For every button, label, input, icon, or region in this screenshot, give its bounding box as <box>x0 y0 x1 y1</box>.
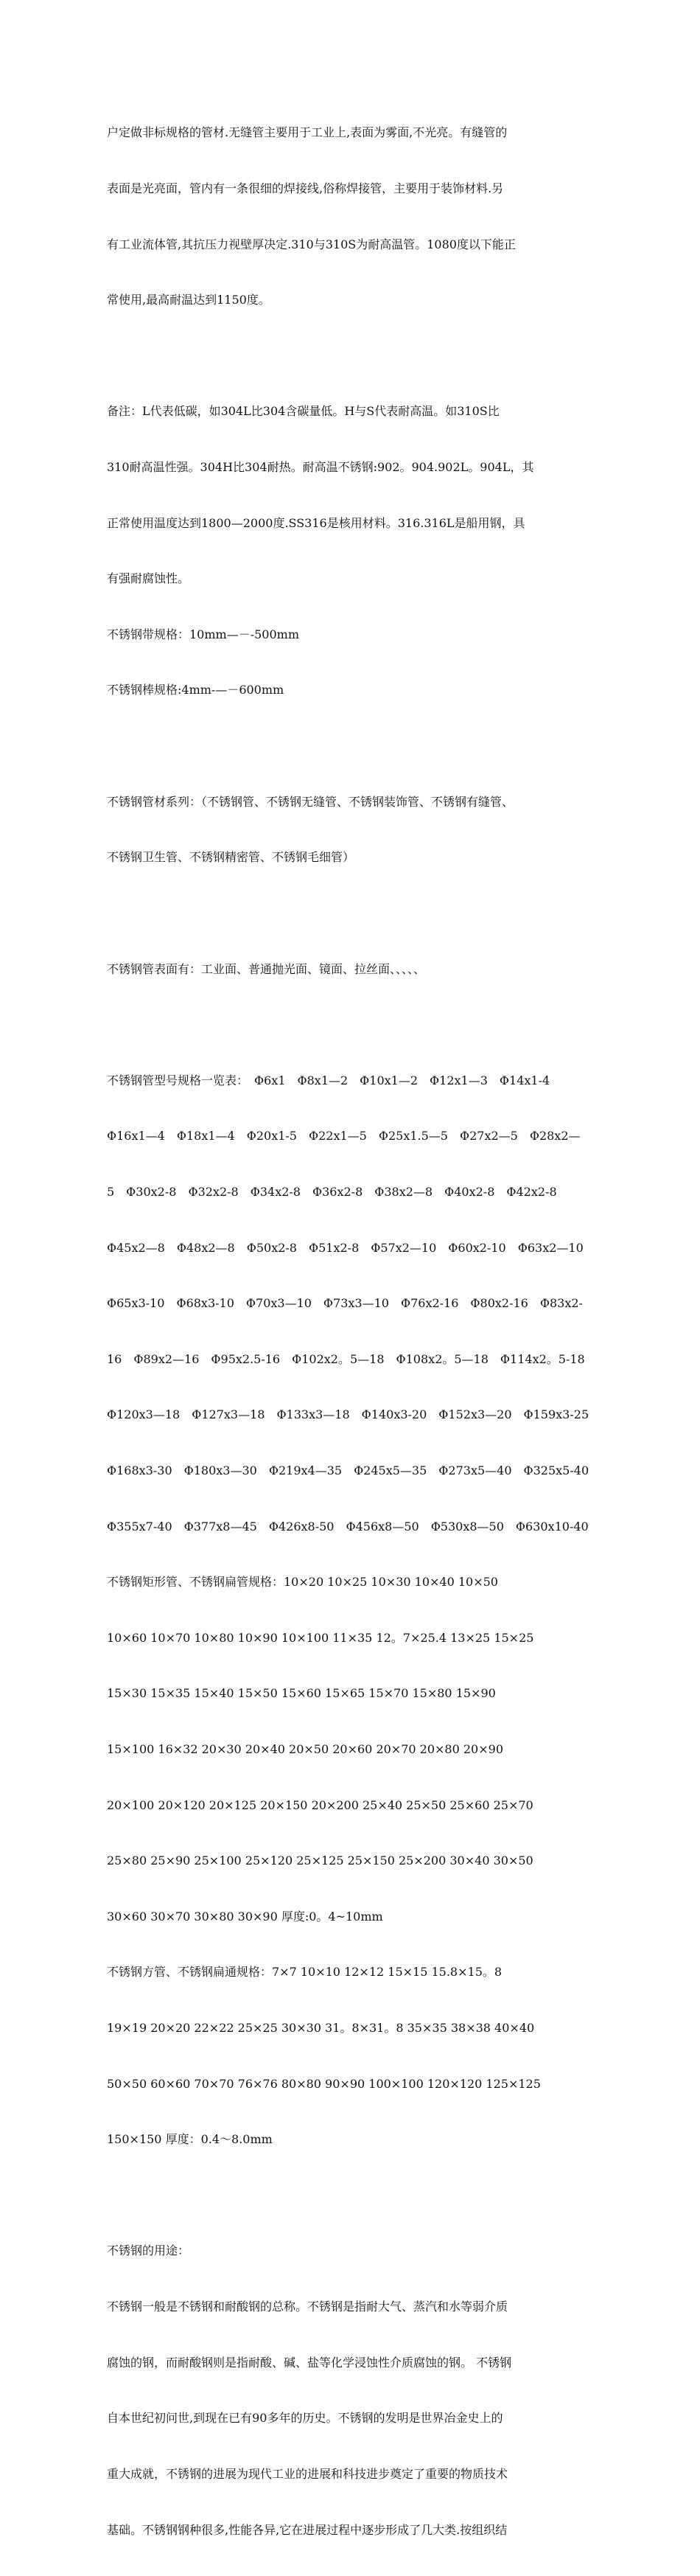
paragraph-series <box>107 755 601 904</box>
text-line: 不锈钢带规格：10mm—－-500mm <box>107 627 299 641</box>
text-line: 有工业流体管,其抗压力视壁厚决定.310与310S为耐高温管。1080度以下能正 <box>107 237 516 251</box>
document-page <box>107 86 601 2576</box>
text-line: Φ168x3-30 Φ180x3—30 Φ219x4—35 Φ245x5—35 Φ273x5—40 Φ325x5-40 <box>107 1463 589 1477</box>
text-line: 不锈钢矩形管、不锈钢扁管规格：10×20 10×25 10×30 10×40 10×50 <box>107 1575 498 1590</box>
text-line: 表面是光亮面，管内有一条很细的焊接线,俗称焊接管，主要用于装饰材料.另 <box>107 181 504 196</box>
text-line: 不锈钢管型号规格一览表： Φ6x1 Φ8x1—2 Φ10x1—2 Φ12x1—3 Φ14x1-4 <box>107 1073 550 1087</box>
text-line: 19×19 20×20 22×22 25×25 30×30 31。8×31。8 35×35 38×38 40×40 <box>107 2021 535 2036</box>
text-line: 不锈钢管表面有：工业面、普通抛光面、镜面、拉丝面、、、、、 <box>107 961 426 976</box>
text-line: 腐蚀的钢，而耐酸钢则是指耐酸、碱、盐等化学浸蚀性介质腐蚀的钢。 不锈钢 <box>107 2355 512 2370</box>
text-line: 5 Φ30x2-8 Φ32x2-8 Φ34x2-8 Φ36x2-8 Φ38x2—8 Φ40x2-8 Φ42x2-8 <box>107 1184 557 1199</box>
text-line: 不锈钢一般是不锈钢和耐酸钢的总称。不锈钢是指耐大气、蒸汽和水等弱介质 <box>107 2300 508 2314</box>
text-line: 户定做非标规格的管材.无缝管主要用于工业上,表面为雾面,不光亮。有缝管的 <box>107 125 508 140</box>
text-line: 16 Φ89x2—16 Φ95x2.5-16 Φ102x2。5—18 Φ108x2。5—18 Φ114x2。5-18 <box>107 1351 585 1366</box>
text-line: 自本世纪初问世,到现在已有90多年的历史。不锈钢的发明是世界冶金史上的 <box>107 2411 503 2426</box>
text-line: 310耐高温性强。304H比304耐热。耐高温不锈钢:902。904.902L。904L，其 <box>107 460 534 475</box>
text-line: 15×100 16×32 20×30 20×40 20×50 20×60 20×70 20×80 20×90 <box>107 1742 503 1757</box>
text-line: 不锈钢管材系列：（不锈钢管、不锈钢无缝管、不锈钢装饰管、不锈钢有缝管、 <box>107 794 514 809</box>
blank-line <box>107 737 601 755</box>
text-line: 备注：L代表低碳，如304L比304含碳量低。H与S代表耐高温。如310S比 <box>107 404 500 419</box>
blank-line <box>107 1015 601 1034</box>
text-line: 不锈钢的用途： <box>107 2243 190 2258</box>
text-line: Φ355x7-40 Φ377x8—45 Φ426x8-50 Φ456x8—50 Φ530x8—50 Φ630x10-40 <box>107 1519 589 1534</box>
text-line: 不锈钢方管、不锈钢扁通规格：7×7 10×10 12×12 15×15 15.8×15。8 <box>107 1965 503 1980</box>
text-line: 25×80 25×90 25×100 25×120 25×125 25×150 25×200 30×40 30×50 <box>107 1853 533 1868</box>
text-line: 常使用,最高耐温达到1150度。 <box>107 293 270 307</box>
text-line: 50×50 60×60 70×70 76×76 80×80 90×90 100×100 120×120 125×125 <box>107 2076 541 2091</box>
text-line: 重大成就，不锈钢的进展为现代工业的进展和科技进步奠定了重要的物质技术 <box>107 2466 508 2481</box>
paragraph-usage <box>107 2204 601 2576</box>
text-line: Φ45x2—8 Φ48x2—8 Φ50x2-8 Φ51x2-8 Φ57x2—10 Φ60x2-10 Φ63x2—10 <box>107 1240 584 1255</box>
text-line: 10×60 10×70 10×80 10×90 10×100 11×35 12。7×25.4 13×25 15×25 <box>107 1630 534 1645</box>
text-line: 20×100 20×120 20×125 20×150 20×200 25×40 25×50 25×60 25×70 <box>107 1797 533 1812</box>
paragraph-surface <box>107 922 601 1015</box>
text-line: 15×30 15×35 15×40 15×50 15×60 15×65 15×70 15×80 15×90 <box>107 1686 496 1701</box>
text-line: 30×60 30×70 30×80 30×90 厚度:0。4~10mm <box>107 1909 383 1924</box>
paragraph-intro <box>107 86 601 347</box>
paragraph-specs <box>107 1034 601 2186</box>
text-line: Φ120x3—18 Φ127x3—18 Φ133x3—18 Φ140x3-20 Φ152x3—20 Φ159x3-25 <box>107 1407 589 1422</box>
blank-line <box>107 904 601 922</box>
text-line: 有强耐腐蚀性。 <box>107 571 190 586</box>
paragraph-note <box>107 365 601 737</box>
text-line: 正常使用温度达到1800—2000度.SS316是核用材料。316.316L是船用钢，具 <box>107 515 525 530</box>
blank-line <box>107 347 601 365</box>
text-line: Φ16x1—4 Φ18x1—4 Φ20x1-5 Φ22x1—5 Φ25x1.5—5 Φ27x2—5 Φ28x2— <box>107 1129 581 1143</box>
blank-line <box>107 2186 601 2204</box>
text-line: 150×150 厚度：0.4～8.0mm <box>107 2132 273 2147</box>
text-line: 不锈钢卫生管、不锈钢精密管、不锈钢毛细管） <box>107 850 355 865</box>
text-line: Φ65x3-10 Φ68x3-10 Φ70x3—10 Φ73x3—10 Φ76x2-16 Φ80x2-16 Φ83x2- <box>107 1296 583 1311</box>
text-line: 不锈钢棒规格:4mm-—－600mm <box>107 683 284 697</box>
text-line: 基础。不锈钢钢种很多,性能各异,它在进展过程中逐步形成了几大类.按组织结 <box>107 2522 508 2537</box>
